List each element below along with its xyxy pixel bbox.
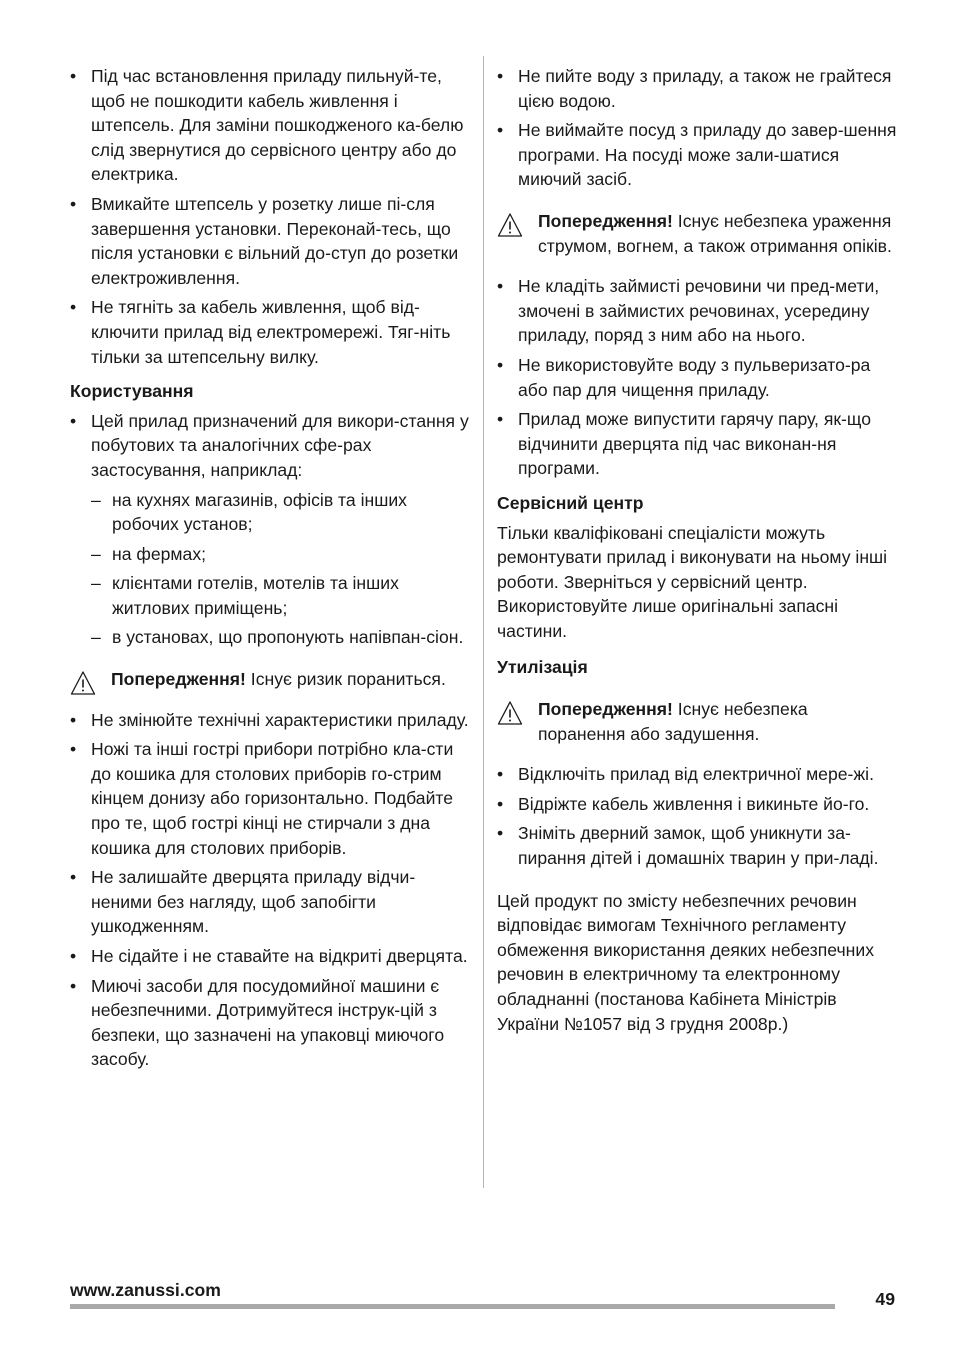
- list-item: – на фермах;: [70, 542, 470, 567]
- list-item: – в установах, що пропонують напівпан-сіон.: [70, 625, 470, 650]
- service-heading: Сервісний центр: [497, 492, 644, 513]
- list-item: • Миючі засоби для посудомийної машини є небезпечними. Дотримуйтеся інструк-цій з безпеки, що зазначені на упаковці миючого засобу.: [70, 974, 470, 1072]
- list-item: • Не тягніть за кабель живлення, щоб від-ключити прилад від електромережі. Тяг-ніть тільки за штепсельну вилку.: [70, 295, 470, 369]
- compliance-text: Цей продукт по змісту небезпечних речовин відповідає вимогам Технічного регламенту обмеження використання деяких небезпечних речовин в електричному та електронному обладнанні (постанова Кабінета Міністрів України №1057 від 3 грудня 2008р.): [497, 890, 874, 1034]
- intro-bullet-list: [70, 64, 470, 369]
- list-item: • Не сідайте і не ставайте на відкриті дверцята.: [70, 944, 470, 969]
- list-item: • Не виймайте посуд з приладу до завер-шення програми. На посуді може зали-шатися миючий засіб.: [497, 118, 897, 192]
- left-column: [70, 64, 470, 1077]
- water-bullet-list: [497, 64, 897, 192]
- list-item: • Не залишайте дверцята приладу відчи-неними без нагляду, щоб запобігти ушкодженням.: [70, 865, 470, 939]
- list-item: • Цей прилад призначений для викори-стання у побутових та аналогічних сфе-рах застосування, наприклад:: [70, 409, 470, 483]
- list-item: • Ножі та інші гострі прибори потрібно кла-сти до кошика для столових приборів го-стрим кінцем донизу або горизонтально. Подбайте про те, щоб гострі кінці не стирчали з дна кошика для столових приборів.: [70, 737, 470, 860]
- warning-text: Існує небезпека поранення або задушення.: [538, 699, 808, 744]
- warning-injury: [70, 667, 470, 692]
- service-text: Тільки кваліфіковані спеціалісти можуть ремонтувати прилад і виконувати на ньому інші роботи. Зверніться у сервісний центр. Використовуйте лише оригінальні запасні частини.: [497, 522, 888, 641]
- warning-fire: [497, 209, 897, 258]
- warning-suffocation: [497, 697, 897, 746]
- list-item: • Під час встановлення приладу пильнуй-те, щоб не пошкодити кабель живлення і штепсель. Для заміни пошкодженого ка-белю слід звернутися до сервісного центру або до електрика.: [70, 64, 470, 187]
- list-item: – клієнтами готелів, мотелів та інших житлових приміщень;: [70, 571, 470, 620]
- warning-text: Існує небезпека ураження струмом, вогнем, а також отримання опіків.: [538, 210, 892, 256]
- list-item: • Не використовуйте воду з пульверизато-ра або пар для чищення приладу.: [497, 353, 897, 402]
- page-number: 49: [875, 1289, 895, 1309]
- footer-website: www.zanussi.com: [70, 1280, 221, 1300]
- warning-icon: [497, 700, 523, 727]
- warning-title: Попередження!: [111, 669, 246, 690]
- column-divider: [483, 56, 484, 1188]
- footer-rule: [70, 1304, 835, 1309]
- list-item: – на кухнях магазинів, офісів та інших робочих установ;: [70, 488, 470, 537]
- disposal-heading: Утилізація: [497, 657, 588, 678]
- usage-dash-list: [70, 488, 470, 651]
- fire-bullet-list: [497, 274, 897, 481]
- list-item: • Не змінюйте технічні характеристики приладу.: [70, 708, 470, 733]
- warning-title: Попередження!: [538, 210, 673, 231]
- list-item: • Зніміть дверний замок, щоб уникнути за-пирання дітей і домашніх тварин у при-ладі.: [497, 821, 897, 870]
- warning-icon: [70, 670, 96, 697]
- list-item: • Відріжте кабель живлення і викиньте йо-го.: [497, 792, 897, 817]
- usage-bullet-list: [70, 409, 470, 483]
- list-item: • Не кладіть займисті речовини чи пред-мети, змочені в займистих речовинах, усередину приладу, поряд з ним або на нього.: [497, 274, 897, 348]
- usage-heading: Користування: [70, 381, 194, 402]
- list-item: • Не пийте воду з приладу, а також не грайтеся цією водою.: [497, 64, 897, 113]
- right-column: [497, 64, 897, 1036]
- disposal-bullet-list: [497, 762, 897, 870]
- usage-after-bullet-list: [70, 708, 470, 1072]
- warning-text: Існує ризик пораниться.: [245, 669, 446, 690]
- list-item: • Вмикайте штепсель у розетку лише пі-сля завершення установки. Переконай-тесь, що після установки є вільний до-ступ до розетки електроживлення.: [70, 192, 470, 290]
- list-item: • Відключіть прилад від електричної мере-жі.: [497, 762, 897, 787]
- list-item: • Прилад може випустити гарячу пару, як-що відчинити дверцята під час виконан-ня програми.: [497, 407, 897, 481]
- warning-icon: [497, 212, 523, 239]
- warning-title: Попередження!: [538, 699, 673, 720]
